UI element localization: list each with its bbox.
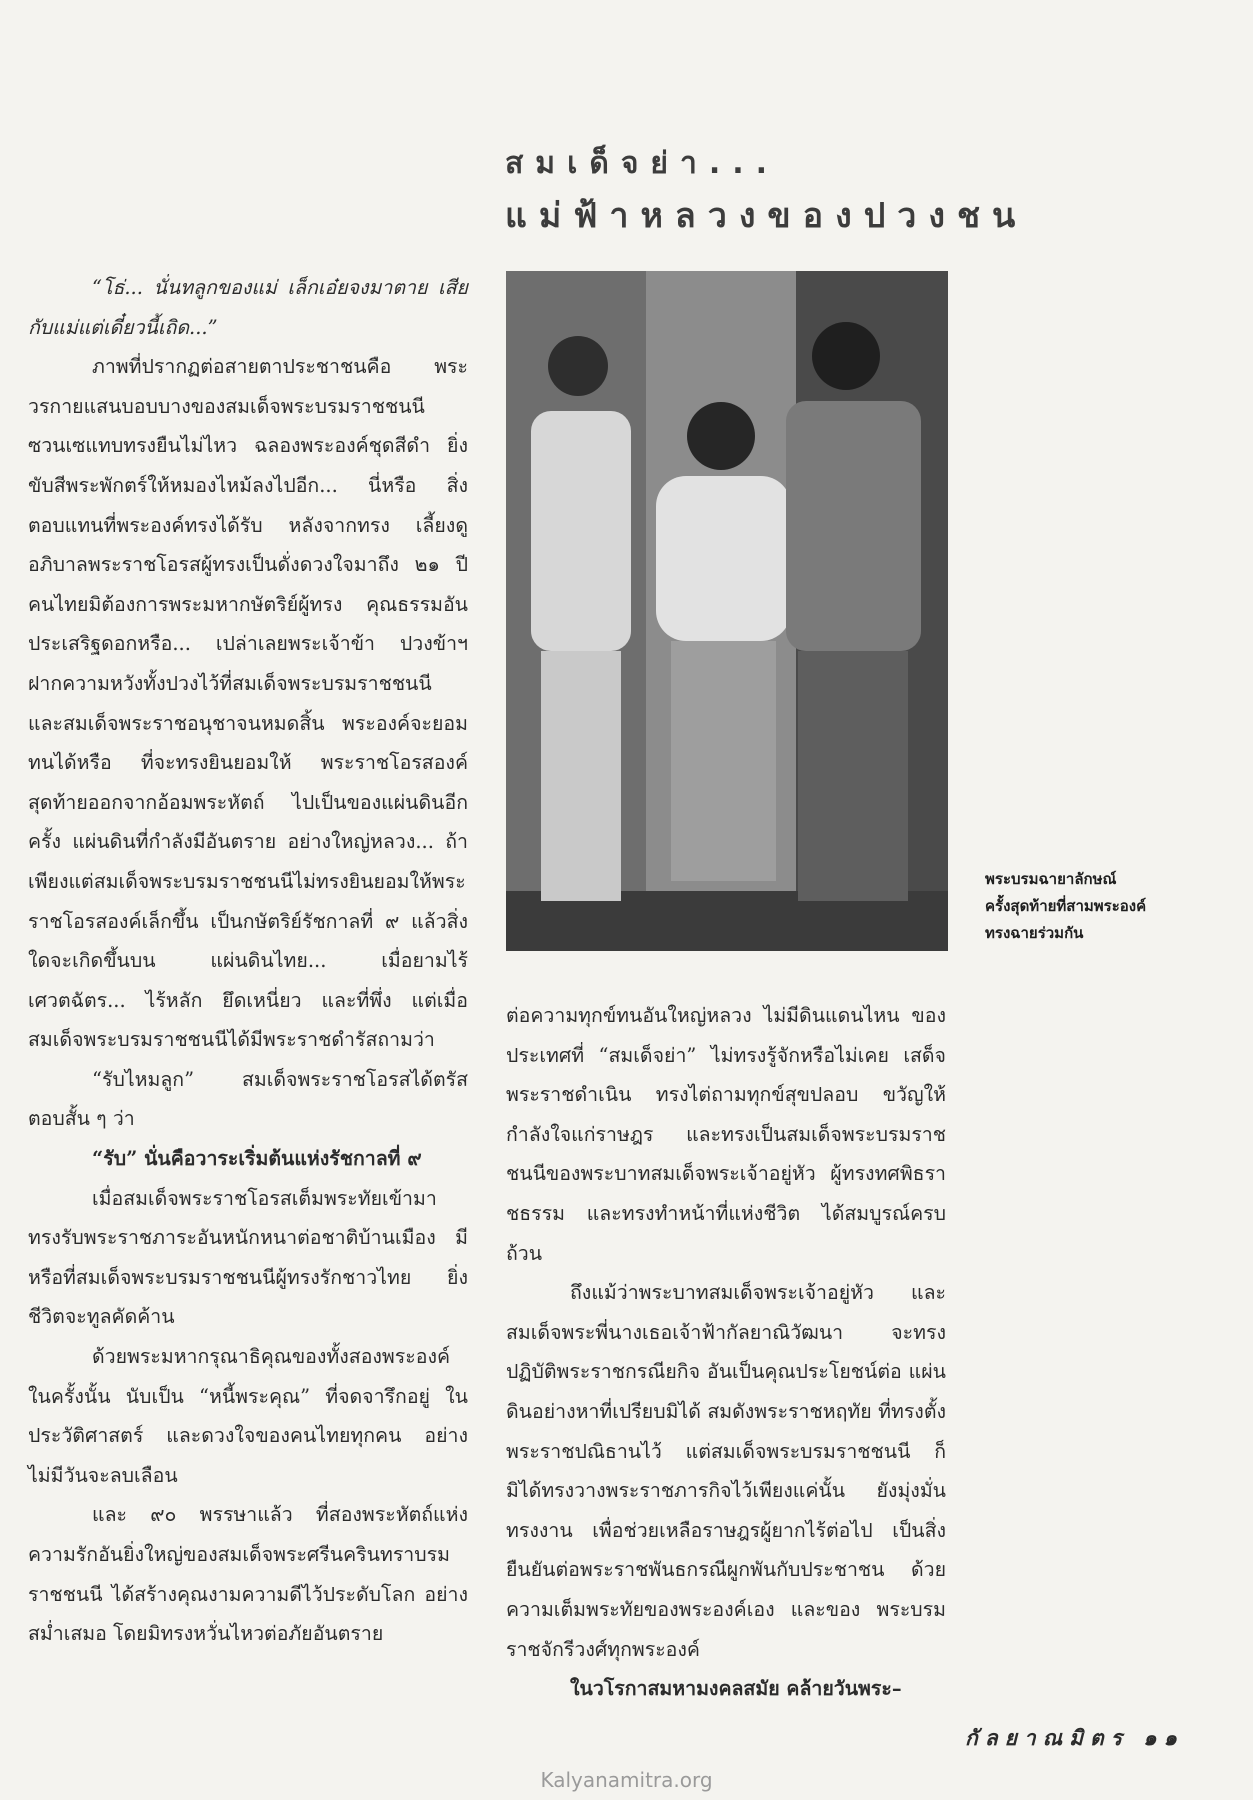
paragraph-continued: ในวโรกาสมหามงคลสมัย คล้ายวันพระ– (570, 1677, 902, 1701)
opening-quote: “โธ่... นั่นทลูกของแม่ เล็กเอ๋ยจงมาตาย เสียกับแม่แต่เดี๋ยวนี้เถิด...” (28, 276, 468, 339)
paragraph-emphasis: “รับ” นั่นคือวาระเริ่มต้นแห่งรัชกาลที่ ๙ (92, 1147, 422, 1171)
paragraph: ต่อความทุกข์ทนอันใหญ่หลวง ไม่มีดินแดนไหน ของประเทศที่ “สมเด็จย่า” ไม่ทรงรู้จักหรือไม่เคย เสด็จพระราชดำเนิน ทรงไต่ถามทุกข์สุขปลอบ ขวัญให้กำลังใจแก่ราษฎร และทรงเป็นสมเด็จพระบรมราชชนนีของพระบาทสมเด็จพระเจ้าอยู่หัว ผู้ทรงทศพิธราชธรรม และทรงทำหน้าที่แห่งชีวิต ได้สมบูรณ์ครบถ้วน (506, 1004, 946, 1265)
left-text-column (28, 268, 468, 1654)
paragraph: “รับไหมลูก” สมเด็จพระราชโอรสได้ตรัส ตอบสั้น ๆ ว่า (28, 1067, 468, 1131)
photo-illustration (506, 271, 948, 951)
title-line-1: สมเด็จย่า... (505, 146, 780, 181)
paragraph: ด้วยพระมหากรุณาธิคุณของทั้งสองพระองค์ ในครั้งนั้น นับเป็น “หนี้พระคุณ” ที่จดจารึกอยู่ ในประวัติศาสตร์ และดวงใจของคนไทยทุกคน อย่างไม่มีวันจะลบเลือน (28, 1345, 468, 1487)
title-line-2: แม่ฟ้าหลวงของปวงชน (505, 196, 1028, 236)
right-text-column (506, 996, 946, 1709)
article-title (505, 138, 1027, 242)
paragraph: ภาพที่ปรากฏต่อสายตาประชาชนคือ พระวรกายแสนบอบบางของสมเด็จพระบรมราชชนนี ซวนเซแทบทรงยืนไม่ไหว ฉลองพระองค์ชุดสีดำ ยิ่งขับสีพระพักตร์ให้หมองไหม้ลงไปอีก... นี่หรือ สิ่งตอบแทนที่พระองค์ทรงได้รับ หลังจากทรง เลี้ยงดูอภิบาลพระราชโอรสผู้ทรงเป็นดั่งดวงใจมาถึง ๒๑ ปี คนไทยมิต้องการพระมหากษัตริย์ผู้ทรง คุณธรรมอันประเสริฐดอกหรือ... เปล่าเลยพระเจ้าข้า ปวงข้าฯ ฝากความหวังทั้งปวงไว้ที่สมเด็จพระบรมราชชนนี และสมเด็จพระราชอนุชาจนหมดสิ้น พระองค์จะยอมทนได้หรือ ที่จะทรงยินยอมให้ พระราชโอรสองค์สุดท้ายออกจากอ้อมพระหัตถ์ ไปเป็นของแผ่นดินอีกครั้ง แผ่นดินที่กำลังมีอันตราย อย่างใหญ่หลวง... ถ้าเพียงแต่สมเด็จพระบรมราชชนนีไม่ทรงยินยอมให้พระราชโอรสองค์เล็กขึ้น เป็นกษัตริย์รัชกาลที่ ๙ แล้วสิ่งใดจะเกิดขึ้นบน แผ่นดินไทย... เมื่อยามไร้เศวตฉัตร... ไร้หลัก ยึดเหนี่ยว และที่พึ่ง แต่เมื่อสมเด็จพระบรมราชชนนีได้มีพระราชดำรัสถามว่า (28, 355, 468, 1052)
photo-caption (985, 866, 1215, 947)
royal-family-photo (506, 271, 948, 951)
caption-line: ทรงฉายร่วมกัน (985, 924, 1084, 942)
magazine-footer: กัลยาณมิตร ๑๑ (965, 1725, 1184, 1750)
caption-line: ครั้งสุดท้ายที่สามพระองค์ (985, 897, 1147, 915)
paragraph: ถึงแม้ว่าพระบาทสมเด็จพระเจ้าอยู่หัว และ สมเด็จพระพี่นางเธอเจ้าฟ้ากัลยาณิวัฒนา จะทรง ปฏิบัติพระราชกรณียกิจ อันเป็นคุณประโยชน์ต่อ แผ่นดินอย่างหาที่เปรียบมิได้ สมดังพระราชหฤทัย ที่ทรงตั้งพระราชปณิธานไว้ แต่สมเด็จพระบรมราชชนนี ก็มิได้ทรงวางพระราชภารกิจไว้เพียงแค่นั้น ยังมุ่งมั่นทรงงาน เพื่อช่วยเหลือราษฎรผู้ยากไร้ต่อไป เป็นสิ่งยืนยันต่อพระราชพันธกรณีผูกพันกับประชาชน ด้วยความเต็มพระทัยของพระองค์เอง และของ พระบรมราชจักรีวงศ์ทุกพระองค์ (506, 1281, 946, 1661)
site-watermark: Kalyanamitra.org (540, 1768, 713, 1792)
paragraph: และ ๙๐ พรรษาแล้ว ที่สองพระหัตถ์แห่ง ความรักอันยิ่งใหญ่ของสมเด็จพระศรีนครินทราบรมราชชนนี ได้สร้างคุณงามความดีไว้ประดับโลก อย่างสม่ำเสมอ โดยมิทรงหวั่นไหวต่อภัยอันตราย (28, 1503, 468, 1646)
paragraph: เมื่อสมเด็จพระราชโอรสเต็มพระทัยเข้ามา ทรงรับพระราชภาระอันหนักหนาต่อชาติบ้านเมือง มีหรือที่สมเด็จพระบรมราชชนนีผู้ทรงรักชาวไทย ยิ่งชีวิตจะทูลคัดค้าน (28, 1186, 468, 1329)
caption-line: พระบรมฉายาลักษณ์ (985, 870, 1117, 888)
